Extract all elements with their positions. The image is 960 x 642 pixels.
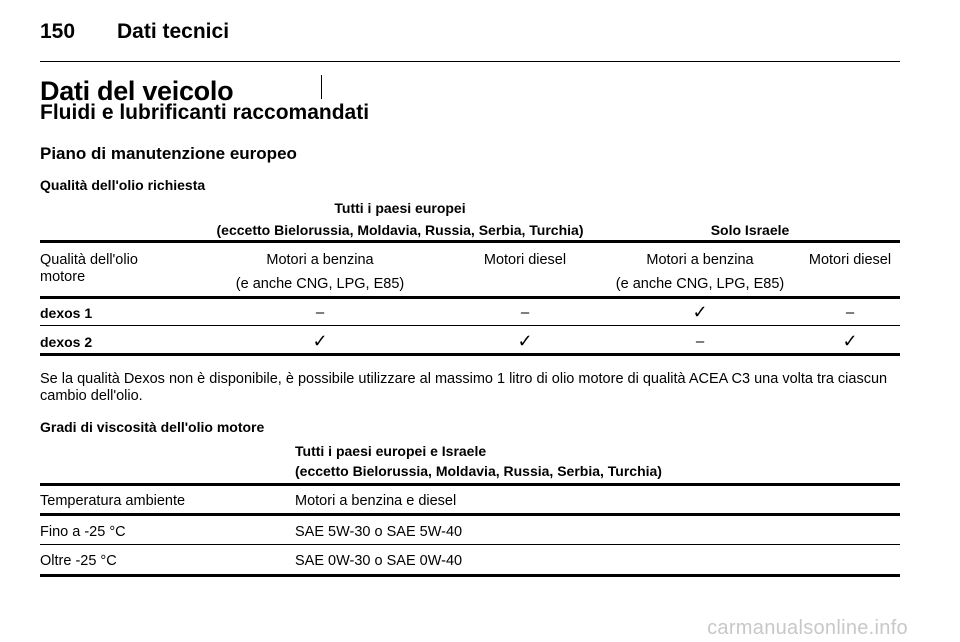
viscosity-group-header-line1: Tutti i paesi europei e Israele bbox=[295, 443, 487, 459]
table-rule bbox=[40, 325, 900, 326]
grade-cell: SAE 5W-30 o SAE 5W-40 bbox=[295, 524, 463, 540]
checkmark-icon: ✓ bbox=[517, 331, 533, 351]
row-label-dexos-2: dexos 2 bbox=[40, 334, 93, 350]
temperature-cell: Oltre -25 °C bbox=[40, 553, 117, 569]
maintenance-plan-heading: Piano di manutenzione europeo bbox=[40, 144, 297, 163]
column-header-engines: Motori a benzina e diesel bbox=[295, 493, 457, 509]
viscosity-group-header-line2: (eccetto Bielorussia, Moldavia, Russia, Serbia, Turchia) bbox=[295, 463, 662, 479]
table-rule bbox=[40, 353, 900, 356]
dash-icon: – bbox=[845, 304, 855, 321]
page-number: 150 bbox=[40, 20, 76, 43]
group-header-europe-line2: (eccetto Bielorussia, Moldavia, Russia, Serbia, Turchia) bbox=[216, 222, 584, 238]
grade-cell: SAE 0W-30 o SAE 0W-40 bbox=[295, 553, 463, 569]
header-rule bbox=[40, 61, 900, 62]
chapter-title: Dati tecnici bbox=[117, 20, 230, 43]
subsection-title: Fluidi e lubrificanti raccomandati bbox=[40, 101, 370, 124]
checkmark-icon: ✓ bbox=[842, 331, 858, 351]
group-header-europe-line1: Tutti i paesi europei bbox=[334, 200, 466, 216]
column-header-oil-quality: Qualità dell'olio motore bbox=[40, 252, 138, 285]
column-header-petrol-israel: Motori a benzina bbox=[646, 252, 754, 268]
column-header-temperature: Temperatura ambiente bbox=[40, 493, 186, 509]
checkmark-icon: ✓ bbox=[692, 302, 708, 322]
column-header-diesel-europe: Motori diesel bbox=[483, 252, 567, 268]
watermark: carmanualsonline.info bbox=[707, 617, 908, 639]
dexos-note: Se la qualità Dexos non è disponibile, è possibile utilizzare al massimo 1 litro di olio motore di qualità ACEA C3 una volta tra ciascun cambio dell'olio. bbox=[40, 371, 888, 404]
row-label-dexos-1: dexos 1 bbox=[40, 305, 93, 321]
checkmark-icon: ✓ bbox=[312, 331, 328, 351]
table-rule bbox=[40, 296, 900, 299]
dash-icon: – bbox=[520, 304, 530, 321]
temperature-cell: Fino a -25 °C bbox=[40, 524, 126, 540]
table-rule bbox=[40, 544, 900, 545]
dash-icon: – bbox=[315, 304, 325, 321]
table-rule bbox=[40, 513, 900, 516]
table-rule bbox=[40, 483, 900, 486]
column-header-diesel-israel: Motori diesel bbox=[808, 252, 892, 268]
table-rule bbox=[40, 574, 900, 577]
viscosity-heading: Gradi di viscosità dell'olio motore bbox=[40, 419, 265, 435]
group-header-israel: Solo Israele bbox=[710, 222, 790, 238]
table-rule bbox=[40, 240, 900, 243]
title-divider bbox=[321, 75, 322, 99]
column-header-petrol-europe-fuels: (e anche CNG, LPG, E85) bbox=[235, 276, 405, 292]
oil-quality-heading: Qualità dell'olio richiesta bbox=[40, 177, 206, 193]
section-title: Dati del veicolo bbox=[40, 76, 234, 106]
dash-icon: – bbox=[695, 333, 705, 350]
column-header-petrol-europe: Motori a benzina bbox=[266, 252, 374, 268]
column-header-petrol-israel-fuels: (e anche CNG, LPG, E85) bbox=[615, 276, 785, 292]
